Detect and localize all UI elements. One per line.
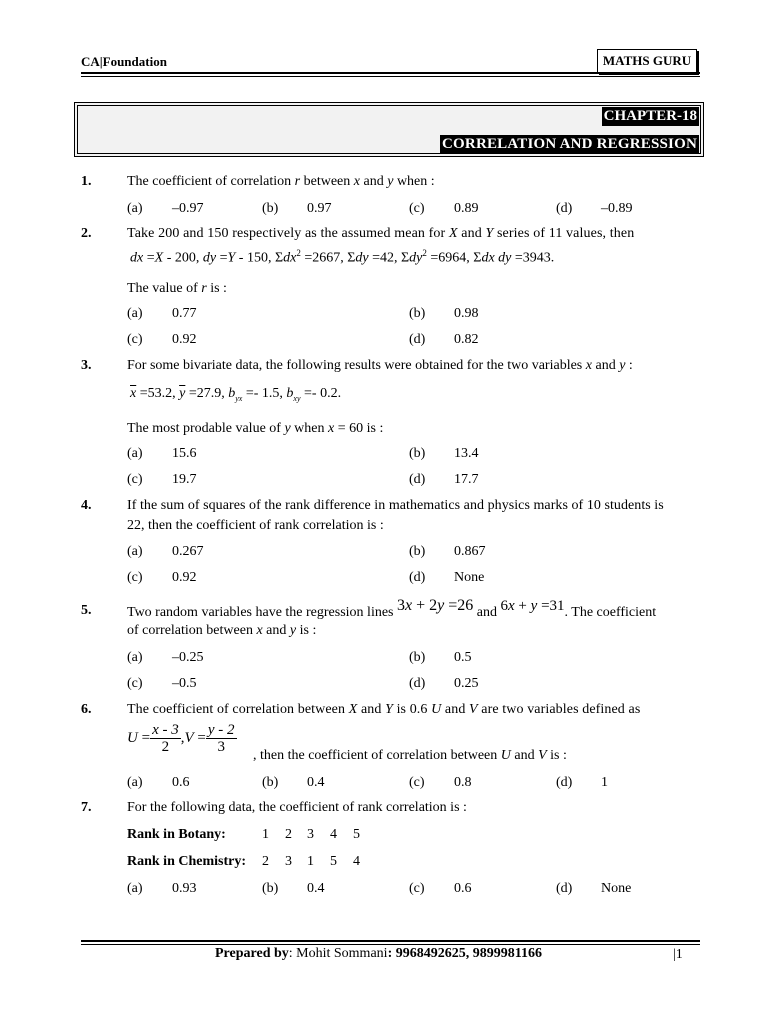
q1-option-b-label: (b) bbox=[262, 201, 279, 216]
rank-chemistry-label: Rank in Chemistry: bbox=[127, 854, 247, 869]
q2-option-d-label: (d) bbox=[409, 332, 426, 347]
question-3-equation: $\overline{x} =53.2$, $\overline{y} =27.9$, $b_{yx} =- 1.5$, $b_{xy} =- 0.2$. bbox=[130, 386, 342, 403]
question-3-prompt: The most prodable value of y when x = 60 is : bbox=[127, 421, 384, 436]
q3-option-b-value: 13.4 bbox=[454, 446, 479, 461]
question-3-text: For some bivariate data, the following results were obtained for the two variables x and y : bbox=[127, 358, 633, 373]
q6-option-b-value: 0.4 bbox=[307, 775, 325, 790]
rank-botany-2: 2 bbox=[285, 827, 292, 842]
q5-option-a-label: (a) bbox=[127, 650, 143, 665]
question-4-text-line1: If the sum of squares of the rank difference in mathematics and physics marks of 10 students is bbox=[127, 498, 664, 513]
q5-option-c-label: (c) bbox=[127, 676, 143, 691]
question-6-prompt: , then the coefficient of correlation between U and V is : bbox=[253, 748, 567, 763]
chapter-banner bbox=[74, 102, 704, 157]
question-1-text: The coefficient of correlation r between x and y when : bbox=[127, 174, 435, 189]
q6-option-d-value: 1 bbox=[601, 775, 608, 790]
footer-phones: : 9968492625, 9899981166 bbox=[387, 946, 542, 961]
question-7-number: 7. bbox=[81, 800, 92, 815]
q1-option-b-value: 0.97 bbox=[307, 201, 332, 216]
rank-botany-4: 4 bbox=[330, 827, 337, 842]
q5-option-d-label: (d) bbox=[409, 676, 426, 691]
question-6-text: The coefficient of correlation between X and Y is 0.6 U and V are two variables defined as bbox=[127, 702, 641, 717]
q7-option-b-value: 0.4 bbox=[307, 881, 325, 896]
question-2-number: 2. bbox=[81, 226, 92, 241]
q7-option-d-label: (d) bbox=[556, 881, 573, 896]
q6-option-c-label: (c) bbox=[409, 775, 425, 790]
q2-option-a-value: 0.77 bbox=[172, 306, 197, 321]
q5-option-b-label: (b) bbox=[409, 650, 426, 665]
q2-option-b-value: 0.98 bbox=[454, 306, 479, 321]
q1-option-a-label: (a) bbox=[127, 201, 143, 216]
question-4-text-line2: 22, then the coefficient of rank correlation is : bbox=[127, 518, 384, 533]
q2-option-d-value: 0.82 bbox=[454, 332, 479, 347]
q4-option-a-label: (a) bbox=[127, 544, 143, 559]
footer-author: Mohit Sommani bbox=[296, 946, 388, 961]
q3-option-c-value: 19.7 bbox=[172, 472, 197, 487]
question-2-equation: dx =X - 200, dy =Y - 150, Σdx$^2$ =2667, Σdy =42, Σdy$^2$ =6964, Σdx dy =3943. bbox=[130, 248, 555, 266]
rank-botany-1: 1 bbox=[262, 827, 269, 842]
q4-option-b-label: (b) bbox=[409, 544, 426, 559]
q3-option-d-label: (d) bbox=[409, 472, 426, 487]
q6-option-d-label: (d) bbox=[556, 775, 573, 790]
header-brand: MATHS GURU bbox=[602, 53, 692, 68]
rank-chemistry-3: 1 bbox=[307, 854, 314, 869]
q5-option-a-value: –0.25 bbox=[172, 650, 204, 665]
q7-option-c-value: 0.6 bbox=[454, 881, 472, 896]
question-2-text: Take 200 and 150 respectively as the assumed mean for X and Y series of 11 values, then bbox=[127, 226, 635, 241]
q4-option-b-value: 0.867 bbox=[454, 544, 486, 559]
header-course: CA|Foundation bbox=[81, 54, 167, 69]
q4-option-c-label: (c) bbox=[127, 570, 143, 585]
header-rule-thin bbox=[81, 76, 700, 77]
rank-chemistry-5: 4 bbox=[353, 854, 360, 869]
q6-option-a-label: (a) bbox=[127, 775, 143, 790]
q4-option-a-value: 0.267 bbox=[172, 544, 204, 559]
q1-option-d-label: (d) bbox=[556, 201, 573, 216]
q7-option-a-label: (a) bbox=[127, 881, 143, 896]
q1-option-a-value: –0.97 bbox=[172, 201, 204, 216]
q1-option-c-label: (c) bbox=[409, 201, 425, 216]
q3-option-a-label: (a) bbox=[127, 446, 143, 461]
q1-option-c-value: 0.89 bbox=[454, 201, 479, 216]
q3-option-c-label: (c) bbox=[127, 472, 143, 487]
q7-option-c-label: (c) bbox=[409, 881, 425, 896]
question-7-text: For the following data, the coefficient of rank correlation is : bbox=[127, 800, 467, 815]
question-5-text-line2: of correlation between x and y is : bbox=[127, 623, 317, 638]
q3-option-b-label: (b) bbox=[409, 446, 426, 461]
q2-option-c-label: (c) bbox=[127, 332, 143, 347]
footer-credits: Prepared by: Mohit Sommani: 9968492625, 9899981166 bbox=[215, 946, 542, 961]
rank-botany-3: 3 bbox=[307, 827, 314, 842]
q6-option-a-value: 0.6 bbox=[172, 775, 190, 790]
q2-option-c-value: 0.92 bbox=[172, 332, 197, 347]
q6-option-c-value: 0.8 bbox=[454, 775, 472, 790]
question-6-equation: U = $\frac{x - 3}{2}$ ,V = $\frac{y - 2}{3}$ bbox=[127, 722, 235, 755]
q5-option-b-value: 0.5 bbox=[454, 650, 472, 665]
q6-option-b-label: (b) bbox=[262, 775, 279, 790]
q7-option-b-label: (b) bbox=[262, 881, 279, 896]
question-5-number: 5. bbox=[81, 603, 92, 618]
chapter-number: CHAPTER-18 bbox=[603, 108, 697, 124]
q7-option-d-value: None bbox=[601, 881, 632, 896]
page-number: |1 bbox=[673, 947, 683, 962]
q4-option-d-value: None bbox=[454, 570, 485, 585]
rank-botany-label: Rank in Botany: bbox=[127, 827, 226, 842]
question-4-number: 4. bbox=[81, 498, 92, 513]
header-rule bbox=[81, 72, 700, 74]
question-5-text-line1: Two random variables have the regression lines 3x + 2y =26 and 6x + y =31. The coefficient bbox=[127, 597, 657, 620]
rank-botany-5: 5 bbox=[353, 827, 360, 842]
question-3-number: 3. bbox=[81, 358, 92, 373]
q3-option-a-value: 15.6 bbox=[172, 446, 197, 461]
q2-option-b-label: (b) bbox=[409, 306, 426, 321]
footer-prepared-label: Prepared by bbox=[215, 946, 289, 961]
rank-chemistry-1: 2 bbox=[262, 854, 269, 869]
q4-option-d-label: (d) bbox=[409, 570, 426, 585]
header-brand-box bbox=[597, 49, 697, 73]
q7-option-a-value: 0.93 bbox=[172, 881, 197, 896]
q4-option-c-value: 0.92 bbox=[172, 570, 197, 585]
question-1-number: 1. bbox=[81, 174, 92, 189]
footer-rule-thin bbox=[81, 944, 700, 945]
footer-rule bbox=[81, 940, 700, 942]
q5-option-d-value: 0.25 bbox=[454, 676, 479, 691]
q1-option-d-value: –0.89 bbox=[601, 201, 633, 216]
chapter-title: CORRELATION AND REGRESSION bbox=[442, 136, 697, 152]
q2-option-a-label: (a) bbox=[127, 306, 143, 321]
question-2-prompt: The value of r is : bbox=[127, 281, 227, 296]
q3-option-d-value: 17.7 bbox=[454, 472, 479, 487]
q5-option-c-value: –0.5 bbox=[172, 676, 197, 691]
rank-chemistry-2: 3 bbox=[285, 854, 292, 869]
rank-chemistry-4: 5 bbox=[330, 854, 337, 869]
question-6-number: 6. bbox=[81, 702, 92, 717]
